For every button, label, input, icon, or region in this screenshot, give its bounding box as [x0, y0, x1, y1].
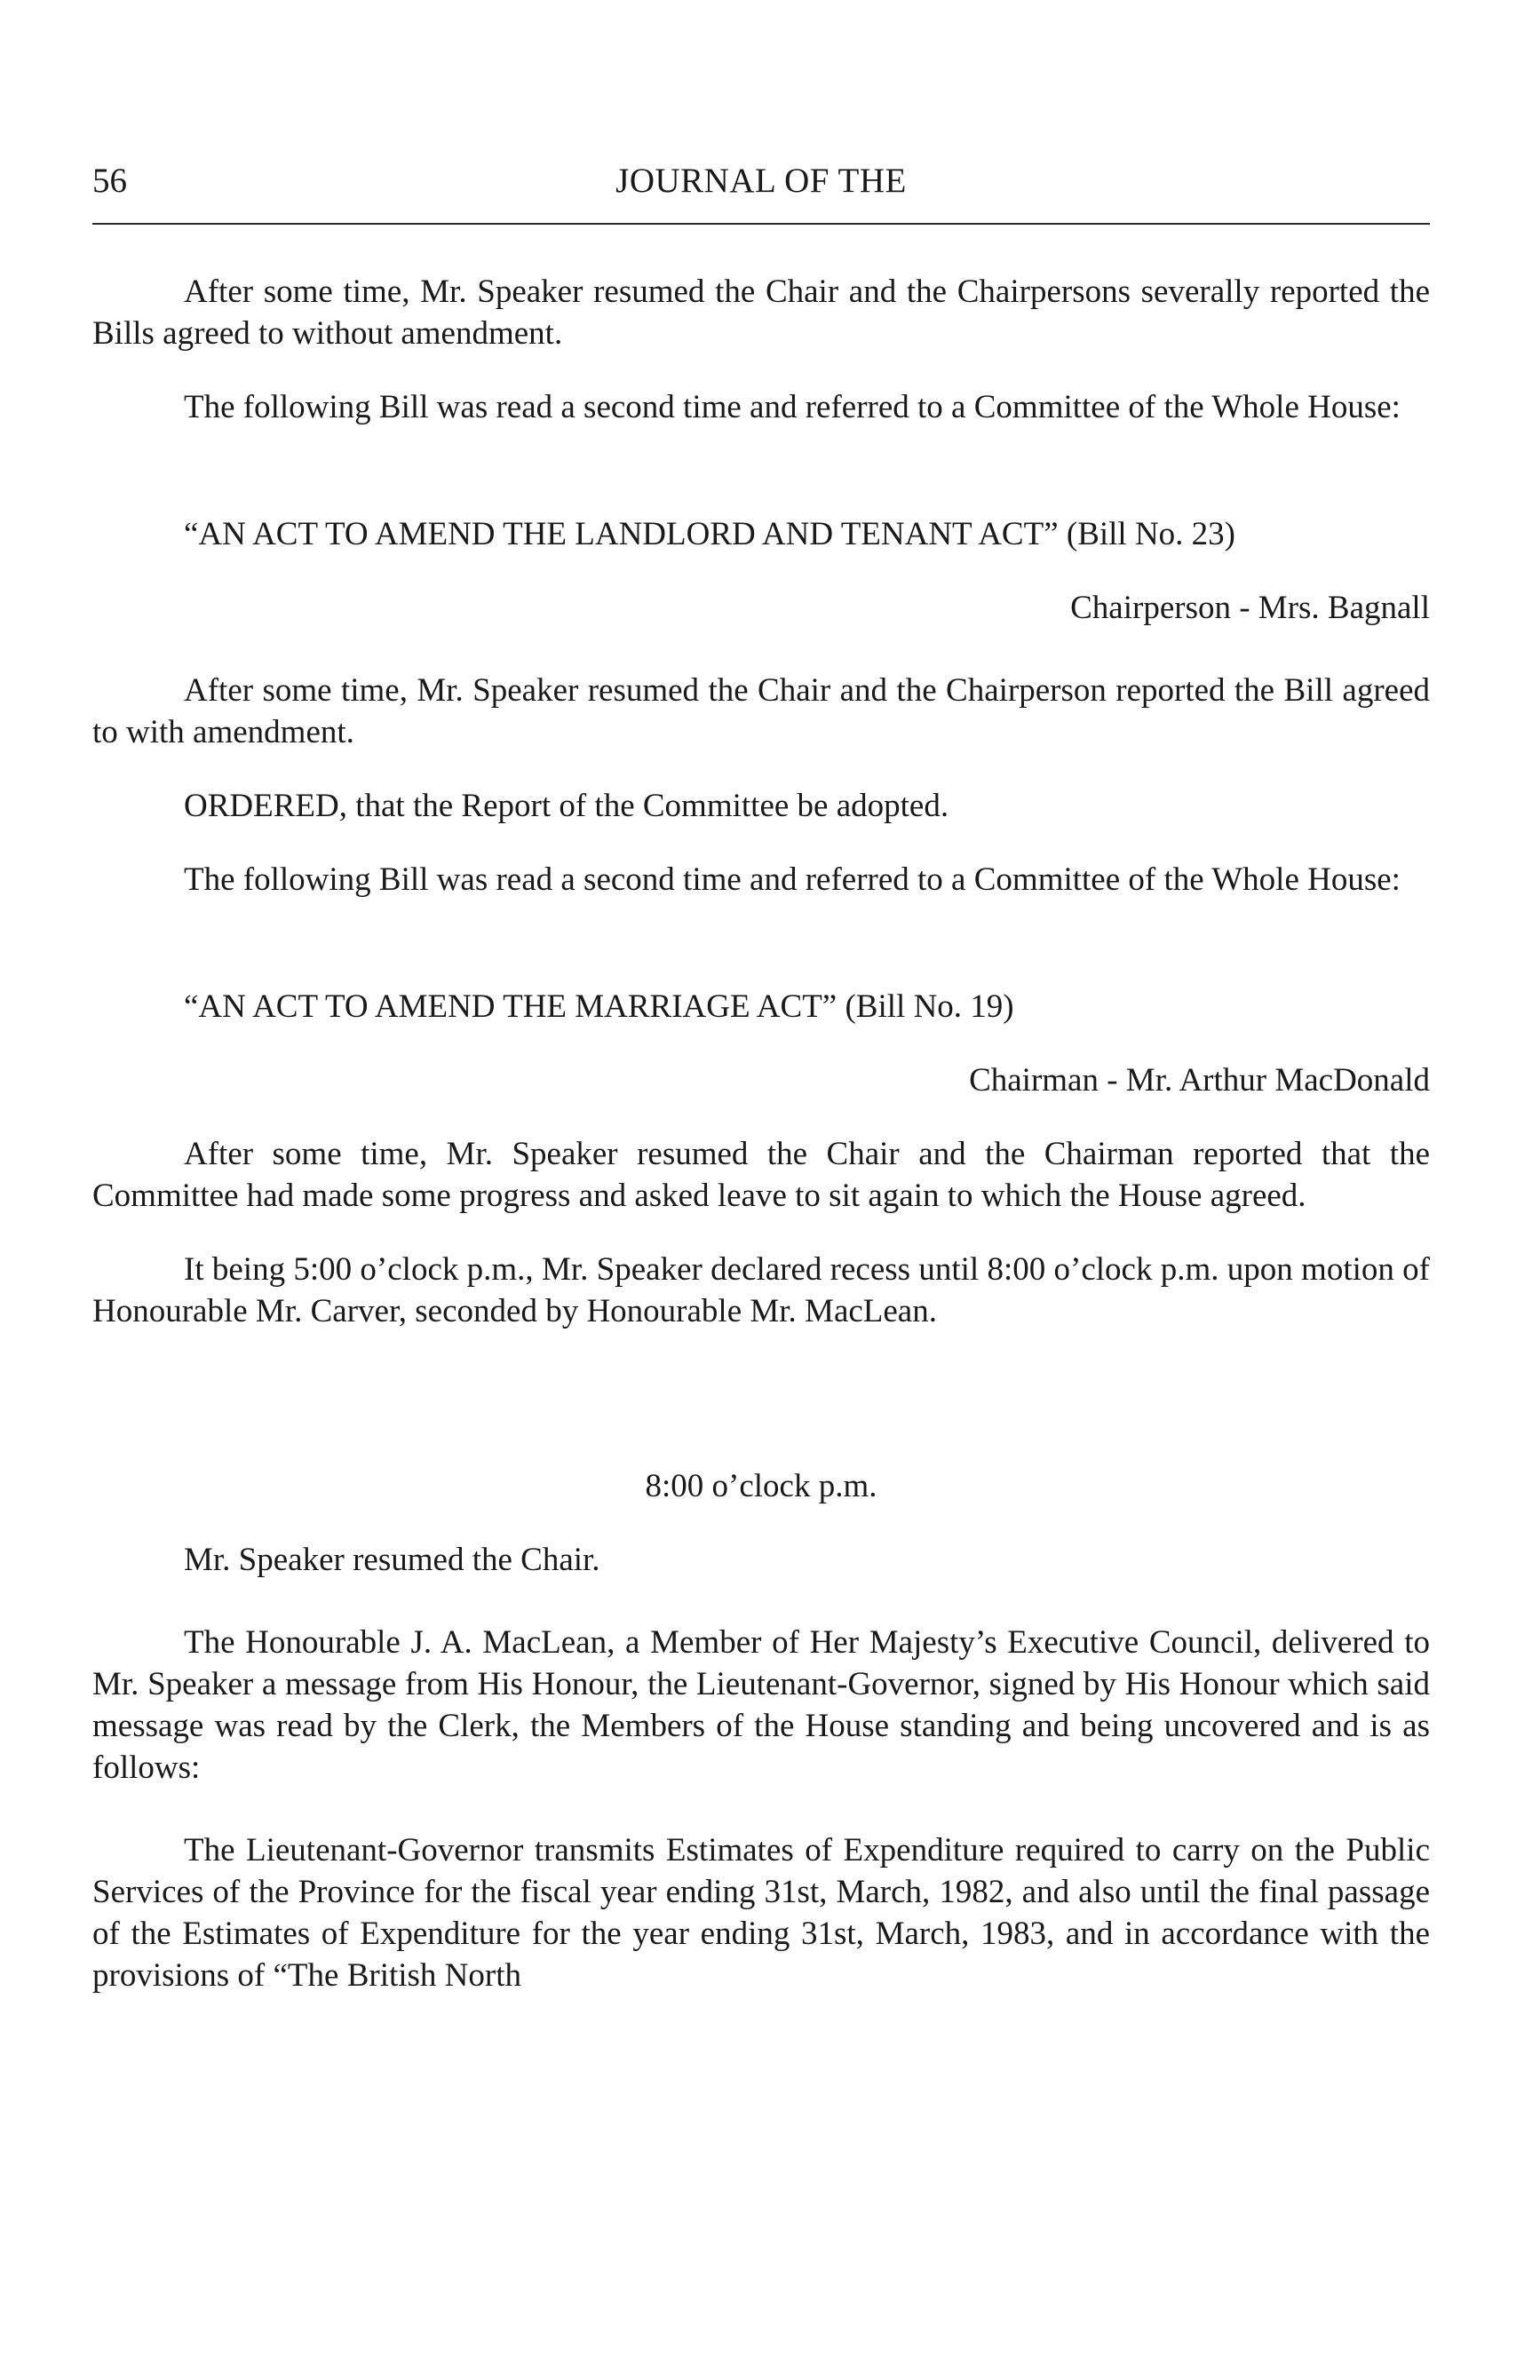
- paragraph-estimates-message: The Lieutenant-Governor transmits Estimates of Expenditure required to carry on the Public Services of the Province for the fiscal year ending 31st, March, 1982, and also until the final passage of the Estimates of Expenditure for the year ending 31st, March, 1983, and in accordance with the provisions of “The British North: [92, 1832, 1430, 1994]
- paragraph-recess: It being 5:00 o’clock p.m., Mr. Speaker declared recess until 8:00 o’clock p.m. upon motion of Honourable Mr. Carver, seconded by Honourable Mr. MacLean.: [92, 1251, 1430, 1329]
- paragraph-progress-report: After some time, Mr. Speaker resumed the Chair and the Chairman reported that the Committee had made some progress and asked leave to sit again to which the House agreed.: [92, 1136, 1430, 1214]
- journal-body: [92, 271, 1430, 1996]
- chairperson-line-1: Chairperson - Mrs. Bagnall: [1070, 590, 1430, 626]
- page-header: [92, 160, 1430, 213]
- paragraph-speaker-resumed: Mr. Speaker resumed the Chair.: [184, 1542, 600, 1578]
- running-head: JOURNAL OF THE: [615, 162, 907, 200]
- paragraph-message-delivered: The Honourable J. A. MacLean, a Member of Her Majesty’s Executive Council, delivered to Mr. Speaker a message from His Honour, the Lieutenant-Governor, signed by His Honour which said message was read by the Clerk, the Members of the House standing and being uncovered and is as follows:: [92, 1624, 1430, 1786]
- paragraph-committee-report: After some time, Mr. Speaker resumed the Chair and the Chairpersons severally reported the Bills agreed to without amendment.: [92, 274, 1430, 352]
- evening-session-heading: 8:00 o’clock p.m.: [645, 1468, 877, 1504]
- paragraph-second-reading-2: The following Bill was read a second time and referred to a Committee of the Whole House:: [184, 861, 1401, 898]
- page-number: 56: [92, 162, 127, 200]
- bill-title-marriage: “AN ACT TO AMEND THE MARRIAGE ACT” (Bill No. 19): [184, 988, 1014, 1025]
- chairman-line-2: Chairman - Mr. Arthur MacDonald: [969, 1062, 1430, 1099]
- bill-title-landlord-tenant: “AN ACT TO AMEND THE LANDLORD AND TENANT ACT” (Bill No. 23): [184, 516, 1235, 552]
- paragraph-second-reading-1: The following Bill was read a second time and referred to a Committee of the Whole House:: [184, 389, 1401, 425]
- paragraph-ordered: ORDERED, that the Report of the Committee be adopted.: [184, 788, 949, 824]
- header-rule: [92, 223, 1430, 225]
- paragraph-amendment-report: After some time, Mr. Speaker resumed the Chair and the Chairperson reported the Bill agreed to with amendment.: [92, 672, 1430, 750]
